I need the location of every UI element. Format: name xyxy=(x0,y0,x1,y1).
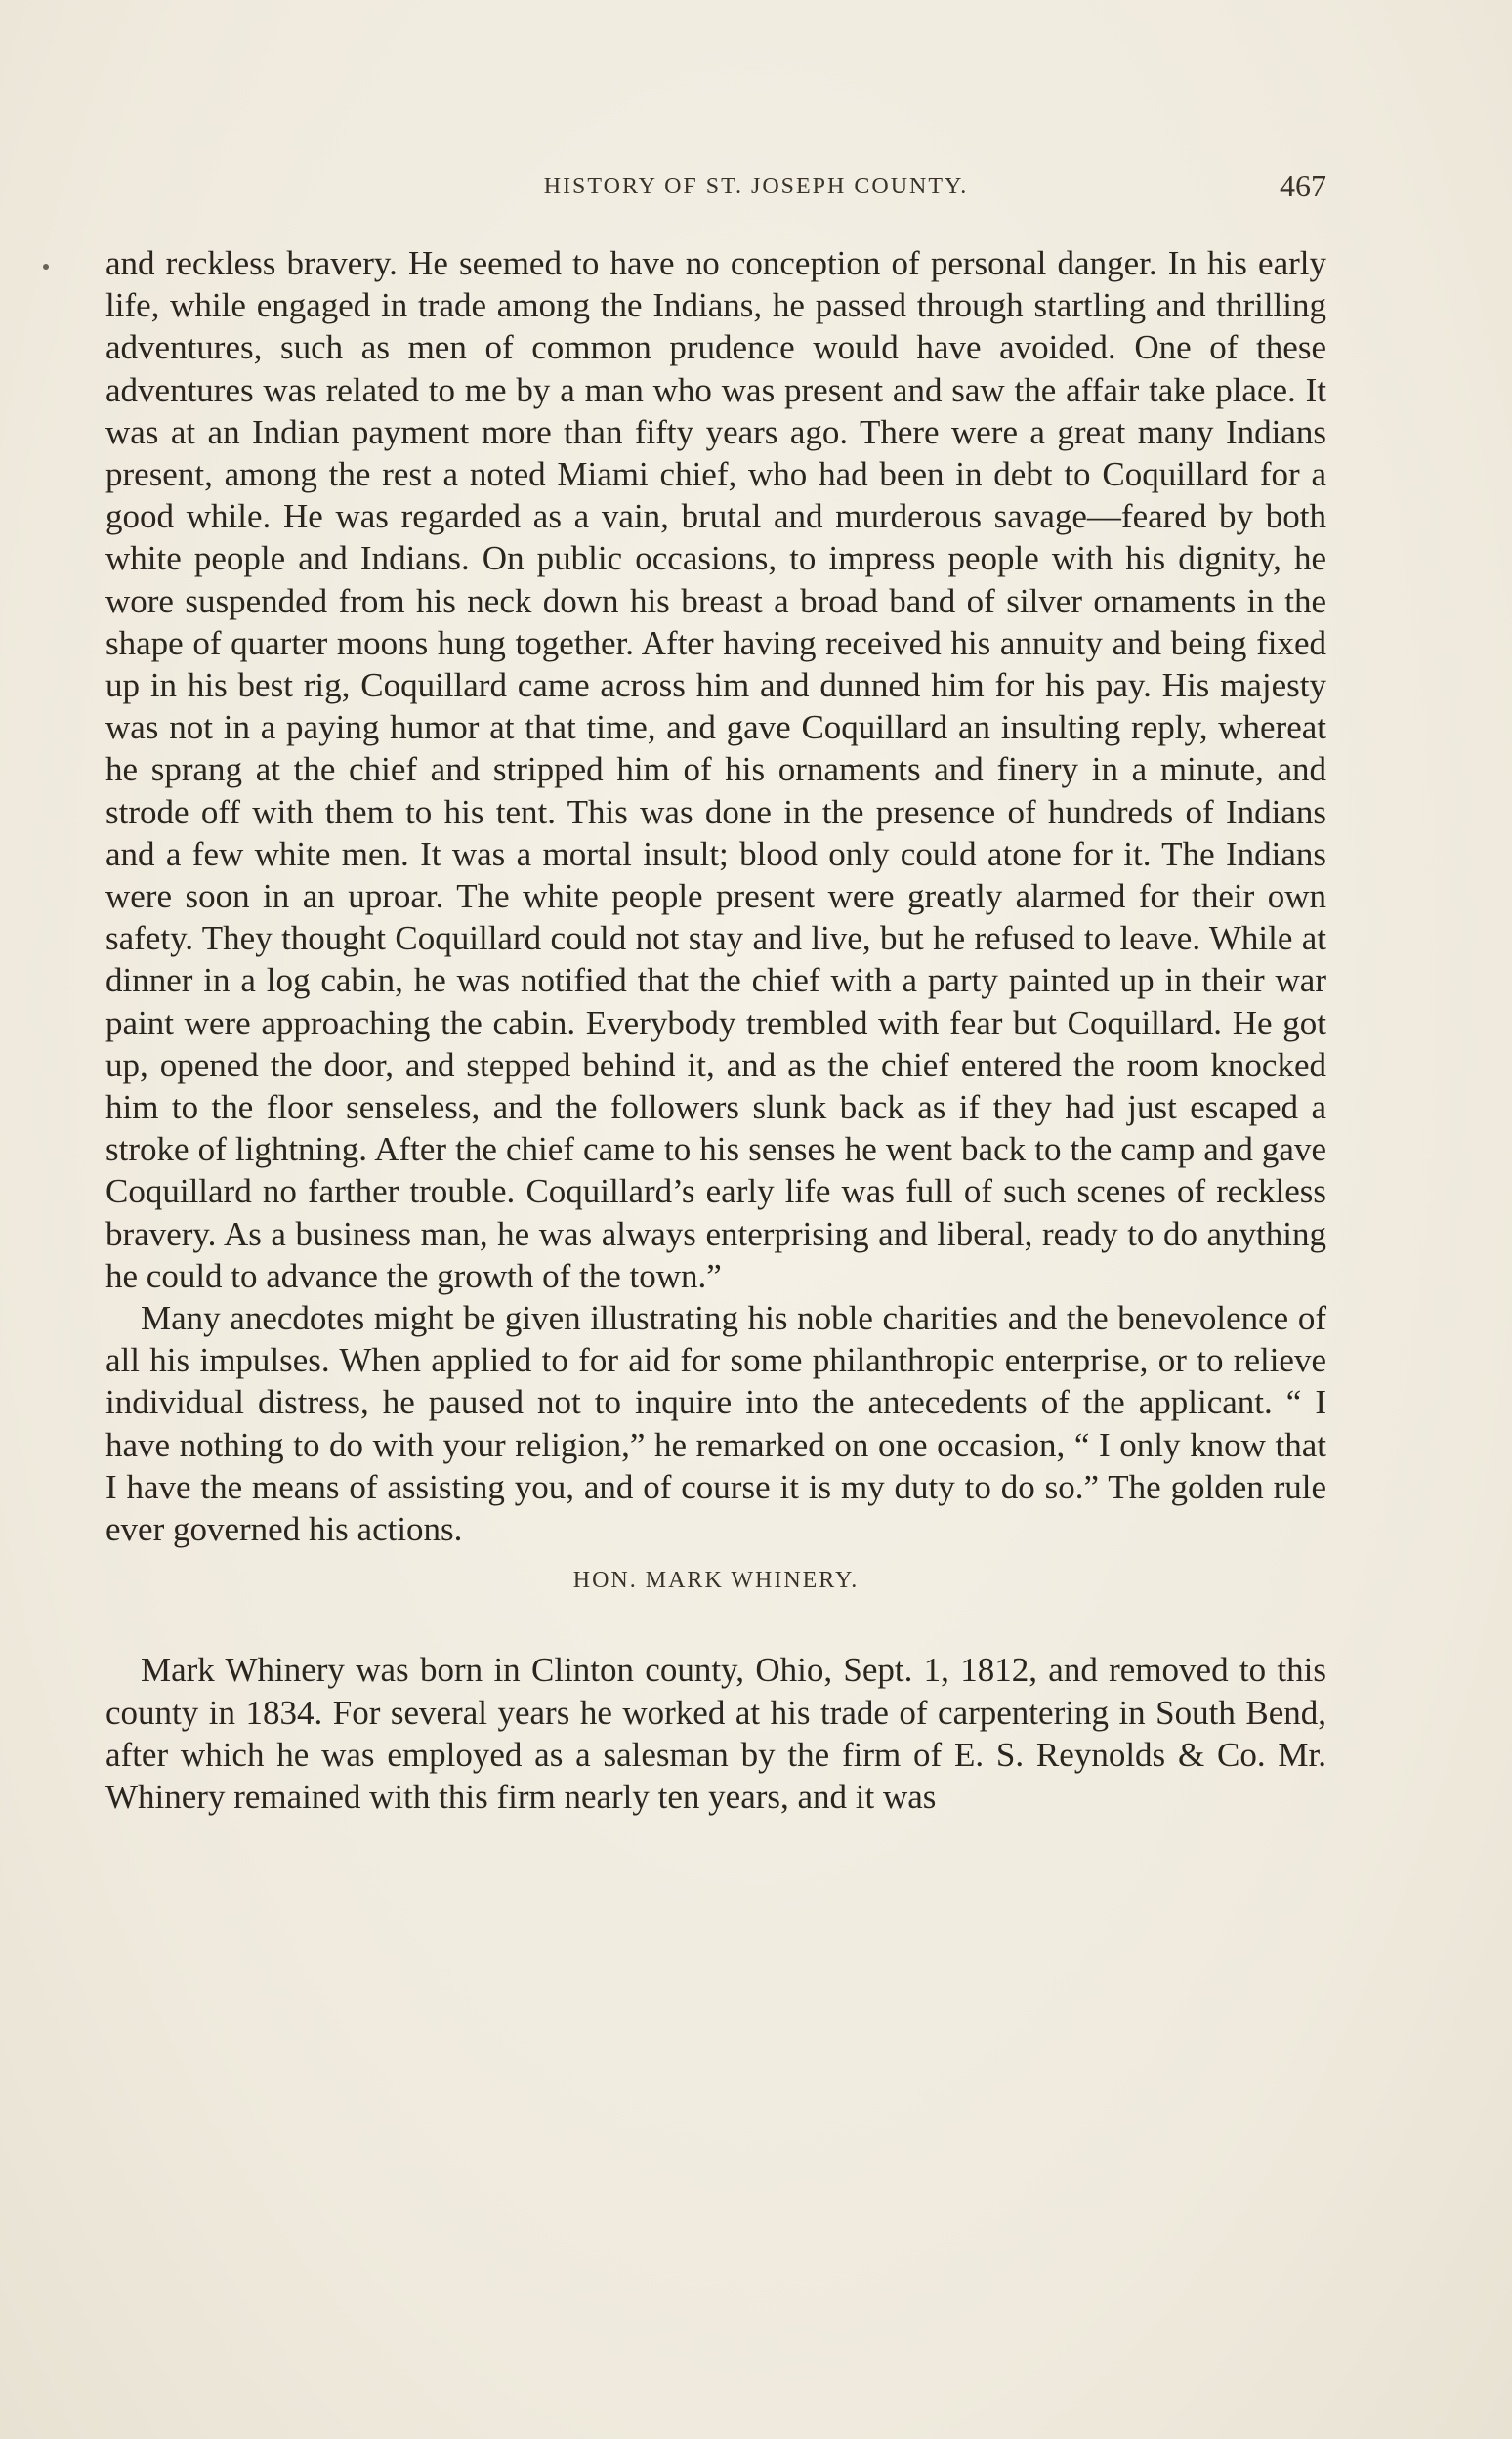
page-number: 467 xyxy=(1280,168,1326,203)
body-text xyxy=(105,242,1326,1818)
paragraph-mark-whinery: Mark Whinery was born in Clinton county, Ohio, Sept. 1, 1812, and removed to this county in 1834. For several years he worked at his trade of carpentering in South Bend, after which he was employed as a salesman by the firm of E. S. Reynolds & Co. Mr. Whinery remained with this firm nearly ten years, and it was xyxy=(105,1651,1326,1816)
paragraph-coquillard-bravery: and reckless bravery. He seemed to have no conception of personal danger. In his early life, while engaged in trade among the Indians, he passed through startling and thrilling adventures, such as men of common prudence would have avoided. One of these adventures was related to me by a man who was present and saw the affair take place. It was at an Indian payment more than fifty years ago. There were a great many Indians present, among the rest a noted Miami chief, who had been in debt to Coquillard for a good while. He was regarded as a vain, brutal and murderous savage—feared by both white people and Indians. On public occasions, to impress people with his dignity, he wore suspended from his neck down his breast a broad band of silver ornaments in the shape of quarter moons hung together. After having received his annuity and being fixed up in his best rig, Coquillard came across him and dunned him for his pay. His majesty was not in a paying humor at that time, and gave Coquillard an insulting reply, whereat he sprang at the chief and stripped him of his ornaments and finery in a minute, and strode off with them to his tent. This was done in the presence of hundreds of Indians and a few white men. It was a mortal insult; blood only could atone for it. The Indians were soon in an uproar. The white people present were greatly alarmed for their own safety. They thought Coquillard could not stay and live, but he refused to leave. While at dinner in a log cabin, he was notified that the chief with a party painted up in their war paint were approaching the cabin. Everybody trembled with fear but Coquillard. He got up, opened the door, and stepped behind it, and as the chief entered the room knocked him to the floor senseless, and the followers slunk back as if they had just escaped a stroke of lightning. After the chief came to his senses he went back to the camp and gave Coquillard no farther trouble. Coquillard’s early life was full of such scenes of reckless bravery. As a business man, he was always enterprising and liberal, ready to do anything he could to advance the growth of the town.” xyxy=(105,244,1326,1295)
running-title: HISTORY OF ST. JOSEPH COUNTY. xyxy=(543,174,969,199)
section-heading: HON. MARK WHINERY. xyxy=(572,1568,860,1594)
paragraph-anecdotes: Many anecdotes might be given illustrating his noble charities and the benevolence of all his impulses. When applied to for aid for some philanthropic enterprise, or to relieve individual distress, he paused not to inquire into the antecedents of the applicant. “ I have nothing to do with your religion,” he remarked on one occasion, “ I only know that I have the means of assisting you, and of course it is my duty to do so.” The golden rule ever governed his actions. xyxy=(105,1299,1326,1549)
running-header xyxy=(0,168,1512,207)
margin-mark xyxy=(43,264,49,270)
